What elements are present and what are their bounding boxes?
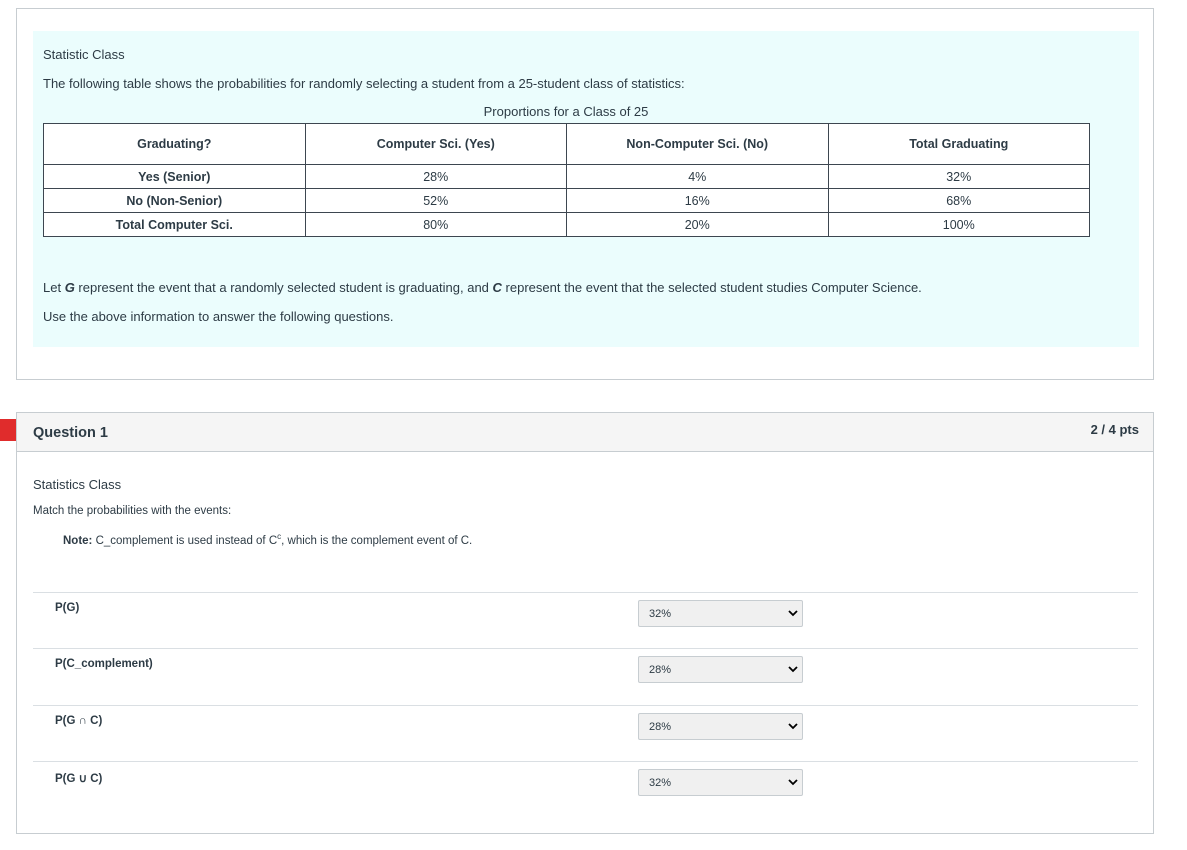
- answer-select-value: 32%: [649, 777, 672, 789]
- question-prompt: Match the probabilities with the events:: [33, 505, 232, 517]
- match-row: [33, 705, 1138, 762]
- table-cell: 28%: [305, 165, 567, 189]
- question-body-title: Statistics Class: [33, 477, 122, 492]
- table-cell: 52%: [305, 189, 567, 213]
- match-row: [33, 592, 1138, 649]
- table-caption: Proportions for a Class of 25: [483, 104, 649, 119]
- chevron-down-icon: [788, 664, 798, 674]
- question-note: [63, 532, 472, 547]
- table-header: Total Graduating: [828, 124, 1090, 165]
- answer-select[interactable]: [638, 769, 803, 796]
- table-cell: 80%: [305, 213, 567, 237]
- table-cell: 100%: [828, 213, 1090, 237]
- stimulus-title: Statistic Class: [43, 47, 125, 62]
- table-header-row: [44, 124, 1090, 165]
- event-text: Let: [43, 280, 65, 295]
- event-text: represent the event that the selected student studies Computer Science.: [501, 280, 922, 295]
- table-header: Graduating?: [44, 124, 306, 165]
- event-text: represent the event that a randomly selected student is graduating, and: [74, 280, 493, 295]
- question-panel: [16, 412, 1154, 834]
- event-g: G: [64, 280, 75, 295]
- match-row: [33, 761, 1138, 818]
- event-c: C: [492, 280, 502, 295]
- event-definition: [43, 280, 922, 295]
- instructions: Use the above information to answer the following questions.: [43, 309, 394, 324]
- stimulus-content: [33, 31, 1139, 347]
- note-tail: , which is the complement event of C.: [281, 534, 473, 547]
- question-header: [17, 413, 1153, 452]
- note-label: Note:: [63, 534, 93, 547]
- table-cell: Yes (Senior): [44, 165, 306, 189]
- answer-select-value: 28%: [649, 664, 672, 676]
- table-cell: 16%: [567, 189, 829, 213]
- note-sup: c: [277, 532, 282, 541]
- table-cell: 20%: [567, 213, 829, 237]
- probability-table: [43, 123, 1090, 237]
- chevron-down-icon: [788, 721, 798, 731]
- table-cell: Total Computer Sci.: [44, 213, 306, 237]
- question-points: 2 / 4 pts: [1090, 422, 1139, 437]
- table-cell: 32%: [828, 165, 1090, 189]
- note-text: C_complement is used instead of C: [92, 534, 278, 547]
- table-cell: 4%: [567, 165, 829, 189]
- stimulus-panel: [16, 8, 1154, 380]
- question-title: Question 1: [33, 425, 108, 441]
- answer-select[interactable]: [638, 656, 803, 683]
- answer-select[interactable]: [638, 713, 803, 740]
- answer-select-value: 32%: [649, 608, 672, 620]
- match-label: P(G ∩ C): [55, 715, 103, 727]
- table-row: [44, 165, 1090, 189]
- table-header: Computer Sci. (Yes): [305, 124, 567, 165]
- match-row: [33, 648, 1138, 705]
- table-cell: 68%: [828, 189, 1090, 213]
- stimulus-intro: The following table shows the probabilities for randomly selecting a student from a 25-student class of statistics:: [43, 76, 685, 91]
- chevron-down-icon: [788, 777, 798, 787]
- answer-select[interactable]: [638, 600, 803, 627]
- table-row: [44, 213, 1090, 237]
- table-header: Non-Computer Sci. (No): [567, 124, 829, 165]
- match-label: P(G ∪ C): [55, 773, 103, 785]
- match-label: P(G): [55, 602, 80, 614]
- table-row: [44, 189, 1090, 213]
- chevron-down-icon: [788, 608, 798, 618]
- answer-select-value: 28%: [649, 721, 672, 733]
- table-cell: No (Non-Senior): [44, 189, 306, 213]
- match-label: P(C_complement): [55, 658, 153, 670]
